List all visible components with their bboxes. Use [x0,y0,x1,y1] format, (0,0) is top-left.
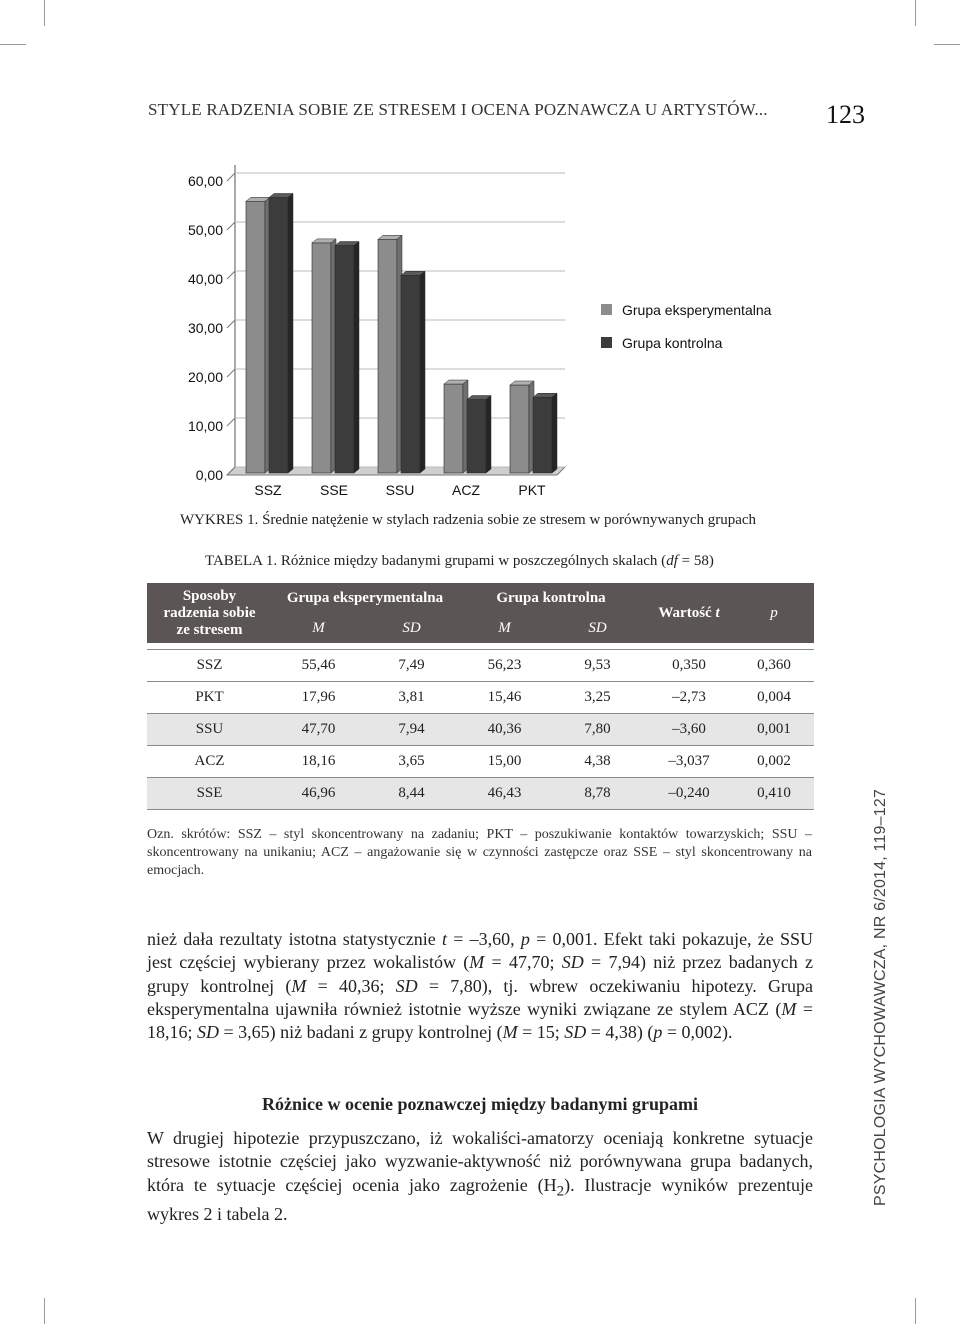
y-tick-label: 10,00 [187,418,223,434]
table-cell: 40,36 [458,714,551,746]
y-tick-label: 30,00 [187,320,223,336]
crop-mark [915,1298,916,1324]
body-paragraph: nież dała rezultaty istotna statystycznie t = –3,60, p = 0,001. Efekt taki pokazuje, że SSU jest częściej wybierany przez wokalistów (M = 47,70; SD = 7,94) niż przez badanych z grupy kontrolnej (M = 40,36; SD = 7,80), tj. wbrew oczekiwaniu hipotezy. Grupa eksperymentalna ujawniła również istotnie wyższe wyniki związane ze stylem ACZ (M = 18,16; SD = 3,65) niż badani z grupy kontrolnej (M = 15; SD = 4,38) (p = 0,002). [147,929,814,1043]
legend-swatch [601,304,612,315]
bar [444,384,463,473]
bar-side [486,396,491,474]
bar [246,201,265,473]
table-cell: ACZ [147,746,272,778]
bar [335,245,354,473]
bar [269,197,288,473]
running-head: STYLE RADZENIA SOBIE ZE STRESEM I OCENA POZNAWCZA U ARTYSTÓW... [148,100,768,119]
header-t-value: Wartość t [644,583,734,643]
bar [533,397,552,473]
gridline-depth [227,369,235,377]
table-cell: SSZ [147,650,272,682]
table-cell: SSU [147,714,272,746]
bar-side [288,193,293,473]
bar [401,275,420,473]
table-row [147,714,814,746]
table-cell: 46,96 [272,778,365,810]
header-m-experimental: M [272,613,365,643]
table-cell: 0,004 [734,682,814,714]
legend-label: Grupa kontrolna [622,335,723,351]
table-caption-df: df [666,553,678,569]
table-cell: 55,46 [272,650,365,682]
bar [467,400,486,474]
table-caption-text: Różnice między badanymi grupami w poszczególnych skalach ( [280,553,667,569]
table-cell: 3,65 [365,746,458,778]
x-tick-label: SSZ [254,482,282,498]
table-cell: 18,16 [272,746,365,778]
y-tick-label: 50,00 [187,222,223,238]
header-sd-experimental: SD [365,613,458,643]
table-cell: 0,410 [734,778,814,810]
gridline-depth [227,320,235,328]
crop-mark [934,44,960,45]
section-heading: Różnice w ocenie poznawczej między badanymi grupami [262,1094,698,1114]
table-cell: –3,037 [644,746,734,778]
table-cell: 15,46 [458,682,551,714]
x-tick-label: SSU [385,482,415,498]
table-note: Ozn. skrótów: SSZ – styl skoncentrowany na zadaniu; PKT – poszukiwanie kontaktów towarzyskich; SSU – skoncentrowany na unikaniu; ACZ – angażowanie się w czynności zastępcze oraz SSE – styl skoncentrowany na emocjach. [147,827,812,878]
bar [510,385,529,473]
y-tick-label: 60,00 [187,173,223,189]
table-cell: 3,81 [365,682,458,714]
header-m-control: M [458,613,551,643]
table-cell: 0,360 [734,650,814,682]
bar-side [420,271,425,473]
bar [312,243,331,473]
y-tick-label: 0,00 [195,467,223,483]
table-cell: 0,002 [734,746,814,778]
crop-mark [44,0,45,26]
table-row [147,778,814,810]
table-row [147,650,814,682]
table-cell: 4,38 [551,746,644,778]
crop-mark [915,0,916,26]
table-row [147,746,814,778]
table-cell: –2,73 [644,682,734,714]
table-cell: 7,94 [365,714,458,746]
chart-caption: WYKRES 1. Średnie natężenie w stylach radzenia sobie ze stresem w porównywanych grupach [180,512,757,528]
y-tick-label: 20,00 [187,369,223,385]
x-tick-label: SSE [319,482,349,498]
header-sd-control: SD [551,613,644,643]
table-cell: SSE [147,778,272,810]
table-row [147,682,814,714]
header-experimental-group: Grupa eksperymentalna [272,583,458,613]
gridline-depth [227,271,235,279]
table-cell: 0,001 [734,714,814,746]
table-cell: PKT [147,682,272,714]
table-cell: 46,43 [458,778,551,810]
x-tick-label: PKT [518,482,546,498]
table-caption-end: = 58) [677,553,714,569]
crop-mark [0,44,26,45]
bar-chart [170,155,810,505]
bar [378,239,397,473]
bar-side [354,241,359,473]
legend-swatch [601,337,612,348]
table-cell: 7,80 [551,714,644,746]
journal-side-label: PSYCHOLOGIA WYCHOWAWCZA, NR 6/2014, 119–127 [872,788,889,1206]
table-cell: –3,60 [644,714,734,746]
chart-legend [601,302,772,351]
header-p-value: p [734,583,814,643]
table-caption-prefix: TABELA 1. [205,553,278,569]
header-coping-styles: Sposoby radzenia sobie ze stresem [147,583,272,643]
gridline-depth [227,173,235,181]
table-cell: –0,240 [644,778,734,810]
y-tick-label: 40,00 [187,271,223,287]
x-tick-label: ACZ [452,482,480,498]
body-paragraph: W drugiej hipotezie przypuszczano, iż wokaliści-amatorzy oceniają konkretne sytuacje stresowe istotnie częściej jako wyzwanie-aktywność niż porównywana grupa badanych, która te sytuacje częściej ocenia jako zagrożenie $(H_2)$. Ilustracje wyników prezentuje wykres 2 i tabela 2. [147,1128,813,1225]
page-number: 123 [826,100,865,129]
table-cell: 9,53 [551,650,644,682]
table-cell: 15,00 [458,746,551,778]
table-cell: 7,49 [365,650,458,682]
table-cell: 56,23 [458,650,551,682]
gridline-depth [227,418,235,426]
results-table [147,583,814,810]
table-cell: 17,96 [272,682,365,714]
table-cell: 3,25 [551,682,644,714]
table-cell: 47,70 [272,714,365,746]
table-cell: 8,44 [365,778,458,810]
table-cell: 8,78 [551,778,644,810]
legend-label: Grupa eksperymentalna [622,302,772,318]
bar-side [552,393,557,473]
table-cell: 0,350 [644,650,734,682]
header-control-group: Grupa kontrolna [458,583,644,613]
gridline-depth [227,222,235,230]
crop-mark [44,1298,45,1324]
table-caption [205,553,714,570]
